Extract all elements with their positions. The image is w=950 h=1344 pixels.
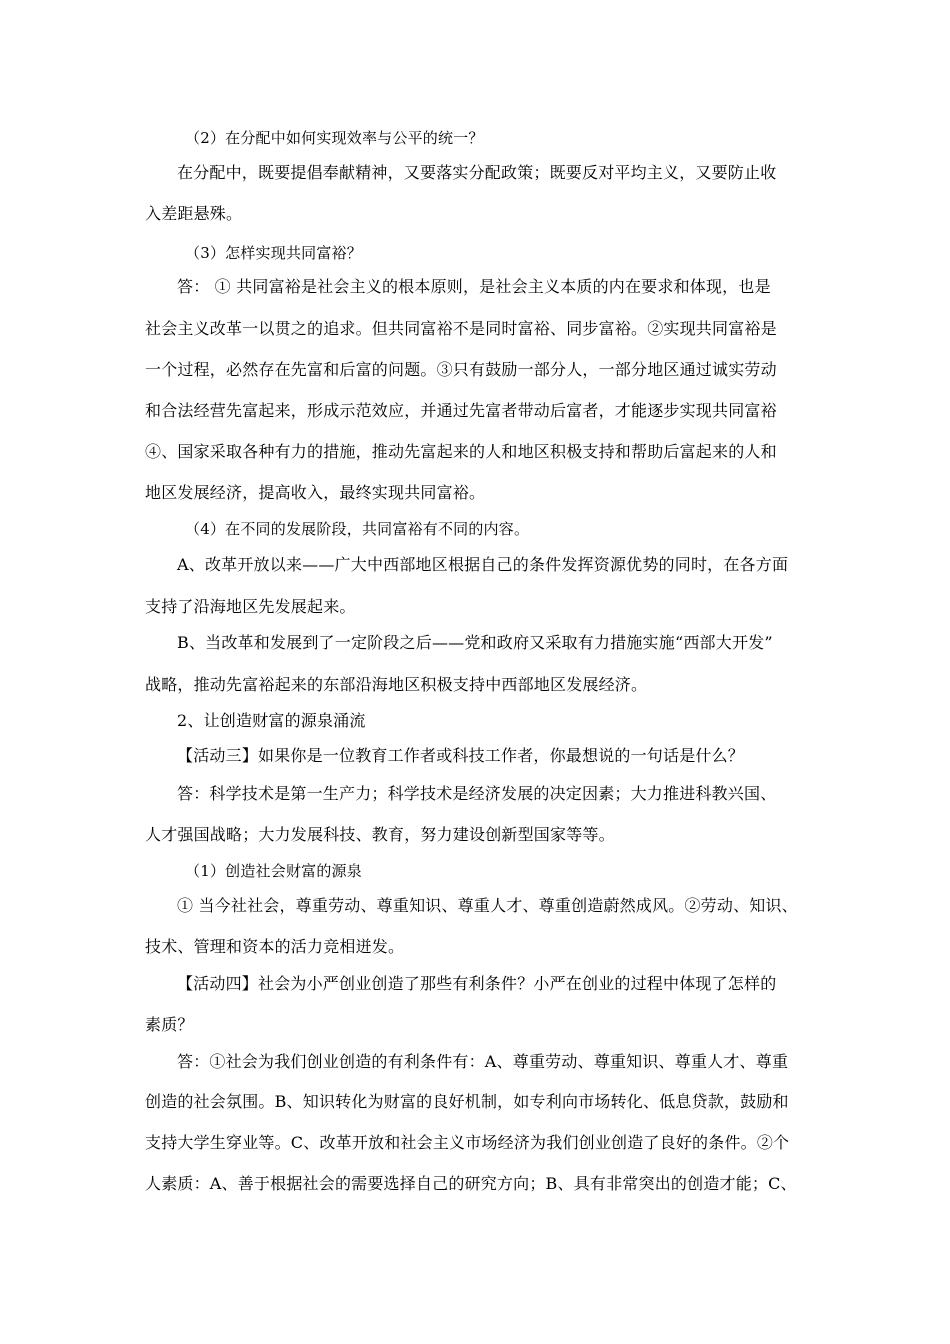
paragraph-line: ① 当今社社会，尊重劳动、尊重知识、尊重人才、尊重创造蔚然成风。②劳动、知识、 xyxy=(177,896,798,915)
activity-three: 【活动三】如果你是一位教育工作者或科技工作者，你最想说的一句话是什么？ xyxy=(177,746,745,765)
paragraph-line: 战略，推动先富裕起来的东部沿海地区积极支持中西部地区发展经济。 xyxy=(145,675,648,694)
subheading-1: （1）创造社会财富的源泉 xyxy=(185,862,362,880)
paragraph-line: ④、国家采取各种有力的措施，推动先富起来的人和地区积极支持和帮助后富起来的人和 xyxy=(145,442,777,461)
paragraph-line: 支持大学生穿业等。C、改革开放和社会主义市场经济为我们创业创造了良好的条件。②个 xyxy=(145,1133,790,1152)
subheading-2: （2）在分配中如何实现效率与公平的统一？ xyxy=(185,129,484,147)
paragraph-line: 一个过程，必然存在先富和后富的问题。③只有鼓励一部分人，一部分地区通过诚实劳动 xyxy=(145,360,777,379)
paragraph-line: 和合法经营先富起来，形成示范效应，并通过先富者带动后富者，才能逐步实现共同富裕 xyxy=(145,401,777,420)
subheading-4: （4）在不同的发展阶段，共同富裕有不同的内容。 xyxy=(185,520,530,538)
section-heading: 2、让创造财富的源泉涌流 xyxy=(177,711,366,730)
paragraph-line: 人素质：A、善于根据社会的需要选择自己的研究方向；B、具有非常突出的创造才能；C、 xyxy=(145,1174,797,1193)
paragraph-line: 答：科学技术是第一生产力；科学技术是经济发展的决定因素；大力推进科教兴国、 xyxy=(177,784,777,803)
paragraph-line: B、当改革和发展到了一定阶段之后——党和政府又采取有力措施实施“西部大开发” xyxy=(177,633,773,652)
paragraph-line: 地区发展经济，提高收入，最终实现共同富裕。 xyxy=(145,483,486,502)
paragraph-line: 技术、管理和资本的活力竞相迸发。 xyxy=(145,937,405,956)
paragraph-line: 在分配中，既要提倡奉献精神，又要落实分配政策；既要反对平均主义，又要防止收 xyxy=(177,163,777,182)
subheading-3: （3）怎样实现共同富裕？ xyxy=(185,244,362,262)
paragraph-line: 创造的社会氛围。B、知识转化为财富的良好机制，如专利向市场转化、低息贷款，鼓励和 xyxy=(145,1092,789,1111)
paragraph-line: 素质？ xyxy=(145,1015,194,1034)
paragraph-line: 社会主义改革一以贯之的追求。但共同富裕不是同时富裕、同步富裕。②实现共同富裕是 xyxy=(145,319,777,338)
paragraph-line: 答： ① 共同富裕是社会主义的根本原则，是社会主义本质的内在要求和体现，也是 xyxy=(177,277,771,296)
activity-four: 【活动四】社会为小严创业创造了那些有利条件？小严在创业的过程中体现了怎样的 xyxy=(177,974,777,993)
paragraph-line: 人才强国战略；大力发展科技、教育，努力建设创新型国家等等。 xyxy=(145,825,615,844)
paragraph-line: A、改革开放以来——广大中西部地区根据自己的条件发挥资源优势的同时，在各方面 xyxy=(177,555,789,574)
paragraph-line: 入差距悬殊。 xyxy=(145,204,243,223)
paragraph-line: 答：①社会为我们创业创造的有利条件有：A、尊重劳动、尊重知识、尊重人才、尊重 xyxy=(177,1052,789,1071)
paragraph-line: 支持了沿海地区先发展起来。 xyxy=(145,597,356,616)
